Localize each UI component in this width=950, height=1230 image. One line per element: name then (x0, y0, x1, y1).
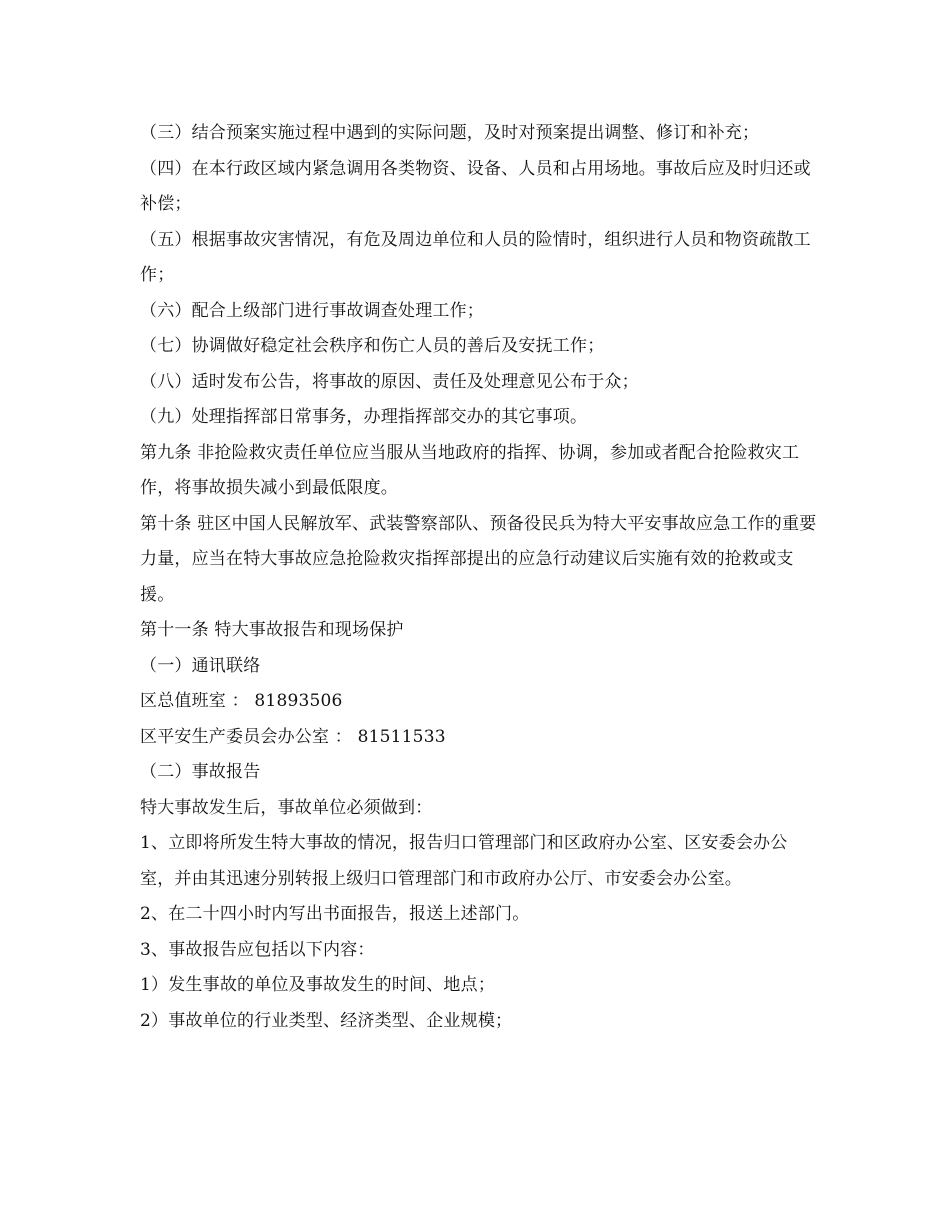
contact-safety-committee: 区平安生产委员会办公室 ： 81511533 (140, 726, 446, 747)
article-11-heading: 第十一条 特大事故报告和现场保护 (140, 620, 404, 640)
document-body (140, 116, 820, 1039)
paragraph-item-3: （三）结合预案实施过程中遇到的实际问题，及时对预案提出调整、修订和补充； (140, 123, 760, 143)
section-communication-heading: （一）通讯联络 (140, 655, 261, 676)
report-content-2: 2）事故单位的行业类型、经济类型、企业规模； (140, 1010, 513, 1031)
report-step-2: 2、在二十四小时内写出书面报告，报送上述部门。 (140, 904, 530, 924)
contact-duty-office: 区总值班室 ： 81893506 (140, 691, 343, 711)
paragraph-item-8: （八）适时发布公告，将事故的原因、责任及处理意见公布于众； (140, 371, 639, 392)
report-step-3: 3、事故报告应包括以下内容： (140, 939, 375, 960)
report-content-1: 1）发生事故的单位及事故发生的时间、地点； (140, 975, 496, 995)
paragraph-item-6: （六）配合上级部门进行事故调查处理工作； (140, 300, 484, 321)
section-report-heading: （二）事故报告 (140, 762, 261, 782)
report-step-1: 1、立即将所发生特大事故的情况，报告归口管理部门和区政府办公室、区安委会办公室，并由其迅速分别转报上级归口管理部门和市政府办公厅、市安委会办公室。 (140, 833, 788, 889)
article-10: 第十条 驻区中国人民解放军、武装警察部队、预备役民兵为特大平安事故应急工作的重要力量，应当在特大事故应急抢险救灾指挥部提出的应急行动建议后实施有效的抢救或支援。 (140, 513, 817, 605)
article-9: 第九条 非抢险救灾责任单位应当服从当地政府的指挥、协调，参加或者配合抢险救灾工作，将事故损失减小到最低限度。 (140, 442, 800, 498)
report-intro: 特大事故发生后，事故单位必须做到： (140, 797, 433, 818)
paragraph-item-7: （七）协调做好稳定社会秩序和伤亡人员的善后及安抚工作； (140, 336, 605, 356)
paragraph-item-5: （五）根据事故灾害情况，有危及周边单位和人员的险情时，组织进行人员和物资疏散工作； (140, 229, 811, 285)
paragraph-item-4: （四）在本行政区域内紧急调用各类物资、设备、人员和占用场地。事故后应及时归还或补偿； (140, 158, 811, 214)
paragraph-item-9: （九）处理指挥部日常事务，办理指挥部交办的其它事项。 (140, 407, 588, 427)
